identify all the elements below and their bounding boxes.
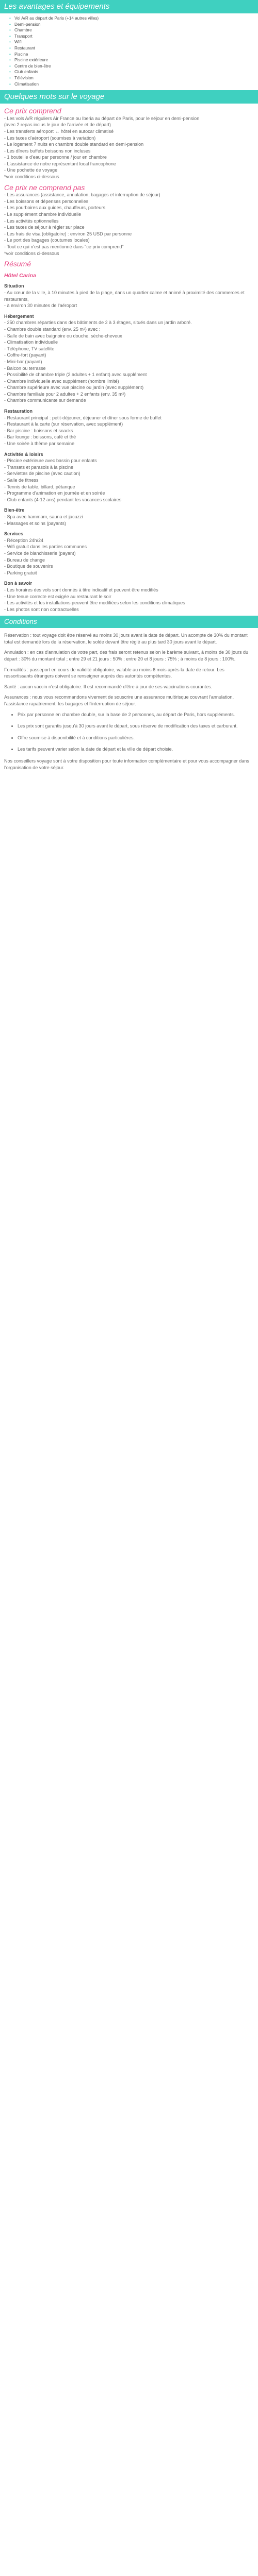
advantages-title: Les avantages et équipements <box>0 0 258 13</box>
conditions-bullet: • Les tarifs peuvent varier selon la date de départ et la ville de départ choisie. <box>18 746 254 753</box>
group-text: - Réception 24h/24 - Wifi gratuit dans les parties communes - Service de blanchisserie (payant) - Bureau de change - Boutique de souvenirs - Parking gratuit <box>4 537 87 575</box>
section-heading: Ce prix comprend <box>4 107 61 115</box>
advantages-list <box>0 13 258 90</box>
section-text: - Les vols A/R réguliers Air France ou Iberia au départ de Paris, pour le séjour en demi-pension (avec 2 repas inclus le jour de l'arrivée et de départ) - Les transferts aéroport ↔ hôtel en autocar climatisé - Les taxes d'aéroport (soumises à variation) - Le logement 7 nuits en chambre double standard en demi-pension - Les dîners buffets boissons non incluses - 1 bouteille d'eau par personne / jour en chambre - L'assistance de notre représentant local francophone - Une pochette de voyage *voir conditions ci-dessous <box>4 115 200 180</box>
conditions-bullet: • Offre soumise à disponibilité et à conditions particulières. <box>18 735 254 741</box>
conditions-paragraph: Santé : aucun vaccin n'est obligatoire. Il est recommandé d'être à jour de ses vaccinations courantes. <box>4 684 213 689</box>
conditions-paragraph: Formalités : passeport en cours de validité obligatoire, valable au moins 6 mois après la date de retour. Les ressortissants étrangers doivent se renseigner auprès des autorités compétentes. <box>4 667 224 679</box>
section-heading: Ce prix ne comprend pas <box>4 183 85 192</box>
group-text: - 250 chambres réparties dans des bâtiments de 2 à 3 étages, situés dans un jardin arboré. - Chambre double standard (env. 25 m²) avec : - Salle de bain avec baignoire ou douche, sèche-cheveux - Climatisation individuelle - Téléphone, TV satellite - Coffre-fort (payant) - Mini-bar (payant) - Balcon ou terrasse - Possibilité de chambre triple (2 adultes + 1 enfant) avec supplément - Chambre individuelle avec supplément (nombre limité) - Chambre supérieure avec vue piscine ou jardin (avec supplément) - Chambre familiale pour 2 adultes + 2 enfants (env. 35 m²) - Chambre communicante sur demande <box>4 320 192 403</box>
group-title: Bien-être <box>4 507 25 513</box>
advantage-item: • Piscine <box>9 52 258 58</box>
group-text: - Au cœur de la ville, à 10 minutes à pied de la plage, dans un quartier calme et animé à proximité des commerces et restaurants, - à environ 30 minutes de l'aéroport <box>4 290 245 309</box>
conditions-paragraph: Assurances : nous vous recommandons vivement de souscrire une assurance multirisque couvrant l'annulation, l'assistance rapatriement, les bagages et l'interruption de séjour. <box>4 694 234 707</box>
group-title: Activités & loisirs <box>4 451 43 457</box>
conditions-closing: Nos conseillers voyage sont à votre disposition pour toute information complémentaire et pour vous accompagner dans l'organisation de votre séjour. <box>4 758 249 770</box>
group-text: - Spa avec hammam, sauna et jacuzzi - Massages et soins (payants) <box>4 514 83 526</box>
group-title: Services <box>4 531 24 537</box>
conditions-bullets <box>18 711 254 753</box>
group-title: Bon à savoir <box>4 581 33 586</box>
conditions-paragraph: Annulation : en cas d'annulation de votre part, des frais seront retenus selon le barème suivant, à moins de 30 jours du départ : 30% du montant total ; entre 29 et 21 jours : 50% ; entre 20 et 8 jours : 75% ; à moins de 8 jours : 100%. <box>4 650 249 662</box>
conditions-section <box>0 632 258 771</box>
group-text: - Les horaires des vols sont donnés à titre indicatif et peuvent être modifiés - Une tenue correcte est exigée au restaurant le soir - Les activités et les installations peuvent être modifiées selon les conditions climatiques - Les photos sont non contractuelles <box>4 587 185 612</box>
details-section <box>0 108 258 613</box>
group-text: - Restaurant principal : petit-déjeuner, déjeuner et dîner sous forme de buffet - Restaurant à la carte (sur réservation, avec supplément) - Bar piscine : boissons et snacks - Bar lounge : boissons, café et thé - Une soirée à thème par semaine <box>4 415 162 447</box>
section-subheading: Hôtel Carina <box>4 272 36 279</box>
advantage-item: • Vol A/R au départ de Paris (+14 autres villes) <box>9 15 258 22</box>
conditions-paragraph: Réservation : tout voyage doit être réservé au moins 30 jours avant la date de départ. Un acompte de 30% du montant total est demandé lors de la réservation, le solde devant être réglé au plus tard 30 jours avant le départ. <box>4 633 248 645</box>
details-title: Quelques mots sur le voyage <box>0 90 258 104</box>
group-title: Restauration <box>4 409 33 414</box>
conditions-title: Conditions <box>0 616 258 628</box>
advantage-item: • Wifi <box>9 39 258 45</box>
group-title: Situation <box>4 283 24 289</box>
advantage-item: • Restaurant <box>9 45 258 52</box>
page <box>0 0 258 771</box>
group-text: - Piscine extérieure avec bassin pour enfants - Transats et parasols à la piscine - Serviettes de piscine (avec caution) - Salle de fitness - Tennis de table, billard, pétanque - Programme d'animation en journée et en soirée - Club enfants (4-12 ans) pendant les vacances scolaires <box>4 458 122 502</box>
advantage-item: • Chambre <box>9 27 258 33</box>
section-heading: Résumé <box>4 260 31 268</box>
advantage-item: • Télévision <box>9 75 258 81</box>
advantage-item: • Demi-pension <box>9 22 258 28</box>
group-title: Hébergement <box>4 313 34 319</box>
conditions-bullet: • Les prix sont garantis jusqu'à 30 jours avant le départ, sous réserve de modification des taxes et carburant. <box>18 723 254 730</box>
advantage-item: • Club enfants <box>9 69 258 75</box>
advantage-item: • Piscine extérieure <box>9 57 258 63</box>
section-text: - Les assurances (assistance, annulation, bagages et interruption de séjour) - Les boissons et dépenses personnelles - Les pourboires aux guides, chauffeurs, porteurs - Le supplément chambre individuelle - Les activités optionnelles - Les taxes de séjour à régler sur place - Les frais de visa (obligatoire) : environ 25 USD par personne - Le port des bagages (coutumes locales) - Tout ce qui n'est pas mentionné dans "ce prix comprend" *voir conditions ci-dessous <box>4 192 160 256</box>
advantage-item: • Centre de bien-être <box>9 63 258 70</box>
advantage-item: • Transport <box>9 33 258 40</box>
advantage-item: • Climatisation <box>9 81 258 88</box>
conditions-bullet: • Prix par personne en chambre double, sur la base de 2 personnes, au départ de Paris, hors suppléments. <box>18 711 254 718</box>
